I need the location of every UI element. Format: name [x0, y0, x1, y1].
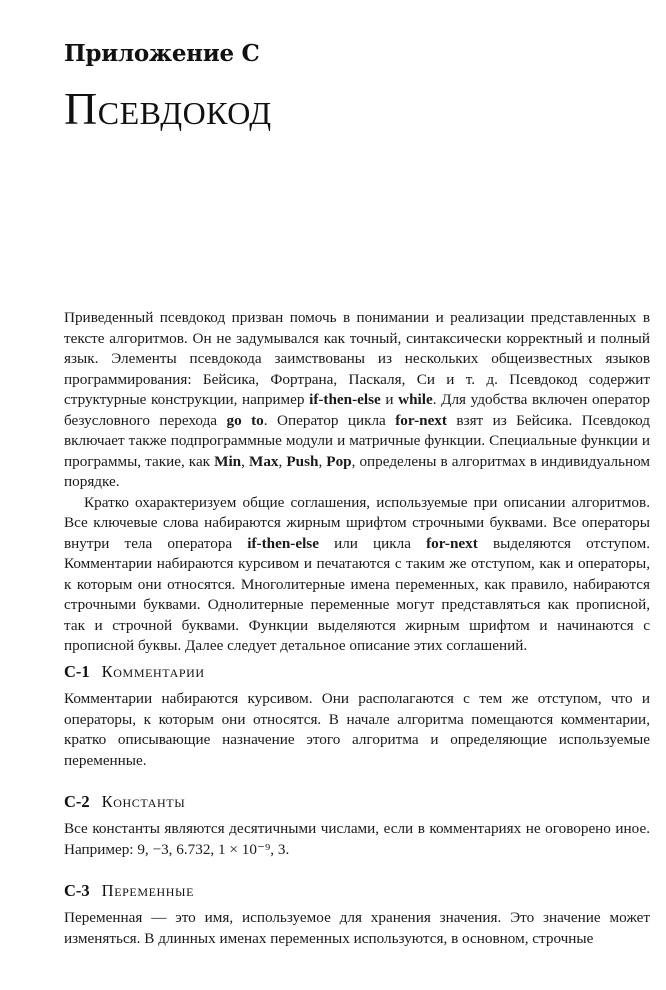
- section-title: Переменные: [101, 881, 195, 900]
- section-number: C-1: [64, 662, 90, 681]
- section-heading-variables: [64, 881, 194, 901]
- intro-text: [64, 308, 650, 657]
- function-name: Max: [248, 452, 279, 470]
- intro-paragraph-1: Приведенный псевдокод призван помочь в понимании и реализации представленных в тексте алгоритмов. Он не задумывался как точный, синтаксически корректный и полный язык. Элементы псевдокода заимствованы из нескольких общеизвестных языков программирования: Бейсика, Фортрана, Паскаля, Си и т. д. Псевдокод содержит структурные конструкции, например if-then-else и while. Для удобства включен оператор безусловного перехода go to. Оператор цикла for-next взят из Бейсика. Псевдокод включает также подпрограммные модули и матричные функции. Специальные функции и программы, такие, как Min, Max, Push, Pop, определены в алгоритмах в индивидуальном порядке.: [64, 309, 651, 490]
- appendix-label: Приложение C: [64, 40, 260, 67]
- keyword: while: [398, 391, 433, 408]
- section-heading-constants: [64, 792, 185, 812]
- chapter-title: Псевдокод: [64, 83, 272, 134]
- section-number: C-3: [64, 881, 90, 900]
- section-text-comments: Комментарии набираются курсивом. Они располагаются с тем же отступом, что и операторы, к которым они относятся. В начале алгоритма помещаются комментарии, кратко описывающие назначение этого алгоритма и определяющие используемые переменные.: [64, 690, 650, 769]
- keyword: for-next: [426, 534, 478, 552]
- section-title: Комментарии: [101, 662, 205, 681]
- keyword: if-then-else: [309, 391, 381, 408]
- function-name: Pop: [326, 452, 352, 470]
- keyword: for-next: [395, 411, 447, 429]
- section-text-constants: Все константы являются десятичными числами, если в комментариях не оговорено иное. Например: 9, −3, 6.732, 1 × 10⁻⁹, 3.: [64, 820, 650, 858]
- keyword: go to: [226, 411, 264, 429]
- intro-paragraph-2: Кратко охарактеризуем общие соглашения, используемые при описании алгоритмов. Все ключевые слова набираются жирным шрифтом строчными буквами. Все операторы внутри тела оператора if-then-else или цикла for-next выделяются отступом. Комментарии набираются курсивом и печатаются с таким же отступом, как и операторы, к которым они относятся. Многолитерные имена переменных, как правило, набираются строчными буквами. Однолитерные переменные могут представляться как прописной, так и строчной буквами. Функции выделяются жирным шрифтом и начинаются с прописной буквы. Далее следует детальное описание этих соглашений.: [64, 493, 650, 654]
- function-name: Push: [286, 452, 319, 470]
- section-text-variables: Переменная — это имя, используемое для хранения значения. Это значение может изменяться. В длинных именах переменных используются, в основном, строчные: [64, 909, 650, 947]
- section-number: C-2: [64, 792, 90, 811]
- function-name: Min: [214, 452, 242, 470]
- section-heading-comments: [64, 662, 205, 682]
- section-title: Константы: [101, 792, 186, 811]
- keyword: if-then-else: [247, 534, 319, 552]
